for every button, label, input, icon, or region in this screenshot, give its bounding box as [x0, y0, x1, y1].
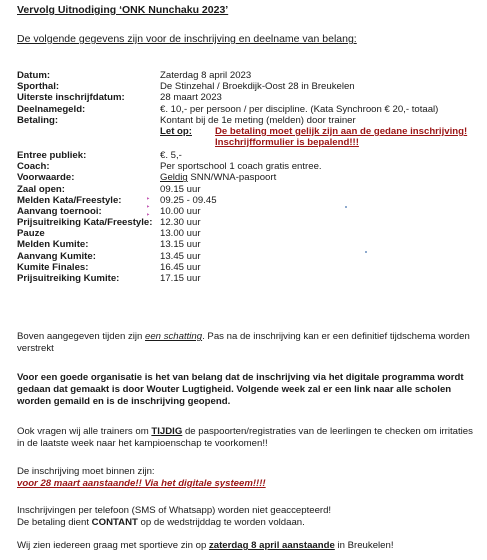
schedule-value: 10.00 uur — [160, 205, 201, 217]
p4-emphasis: voor 28 maart aanstaande!! Via het digitale systeem!!!! — [17, 478, 266, 489]
schedule-label: Entree publiek: — [17, 149, 87, 161]
schedule-row — [17, 161, 482, 172]
payment-note-line2: Inschrijfformulier is bepalend!!! — [215, 136, 359, 148]
detail-row — [17, 70, 482, 81]
schedule-value: 09.15 uur — [160, 183, 201, 195]
paragraph-closing — [17, 540, 479, 552]
detail-row — [17, 115, 482, 126]
schedule-value: 09.25 - 09.45 — [160, 194, 217, 206]
paragraph-deadline — [17, 466, 479, 490]
schedule-value: 16.45 uur — [160, 261, 201, 273]
detail-value: De Stinzehal / Broekdijk-Oost 28 in Breukelen — [160, 81, 355, 93]
detail-value: Zaterdag 8 april 2023 — [160, 70, 252, 81]
detail-row — [17, 92, 482, 103]
detail-value: 28 maart 2023 — [160, 92, 222, 104]
schedule-label: Pauze — [17, 228, 45, 240]
handwritten-marks: ‣ ‣ ‣ — [146, 196, 151, 219]
schedule-value: 13.15 uur — [160, 239, 201, 251]
schedule-label: Kumite Finales: — [17, 261, 89, 273]
p6-emphasis: zaterdag 8 april aanstaande — [208, 540, 335, 551]
letter-title: Vervolg Uitnodiging ‘ONK Nunchaku 2023’ — [17, 4, 229, 16]
schedule-label: Aanvang toernooi: — [17, 205, 102, 217]
p1-emphasis: een schatting — [145, 331, 203, 342]
schedule-row — [17, 184, 482, 195]
payment-note-line1: De betaling moet gelijk zijn aan de gedane inschrijving! — [215, 125, 468, 137]
paragraph-organisation: Voor een goede organisatie is het van belang dat de inschrijving via het digitale programma wordt gedaan dat gemaakt is door Wouter Lugtigheid. Volgende week zal er een link naar alle scholen worden gemaild en is de inschrijving geopend. — [17, 372, 464, 407]
p6-text-a: Wij zien iedereen graag met sportieve zin op — [17, 540, 209, 551]
detail-label: Uiterste inschrijfdatum: — [17, 92, 125, 104]
schedule-value: 13.00 uur — [160, 228, 201, 240]
detail-value: Kontant bij de 1e meting (melden) door trainer — [160, 114, 356, 126]
detail-value: €. 10,- per persoon / per discipline. (Kata Synchroon € 20,- totaal) — [160, 103, 439, 115]
payment-note-text — [215, 126, 467, 148]
paragraph-payment — [17, 505, 479, 529]
p3-text-c: de paspoorten/registraties van de leerlingen te checken om irritaties in de laatste week naar het kampioenschap te voorkomen!! — [17, 426, 473, 449]
schedule-row — [17, 150, 482, 161]
detail-row — [17, 81, 482, 92]
p5-emphasis: CONTANT — [91, 517, 138, 528]
schedule-value: 17.15 uur — [160, 273, 201, 284]
schedule-label: Voorwaarde: — [17, 172, 75, 184]
detail-label: Sporthal: — [17, 81, 60, 93]
schedule-value: 13.45 uur — [160, 250, 201, 262]
payment-note — [17, 126, 482, 150]
p4-text-a: De inschrijving moet binnen zijn: — [17, 466, 155, 477]
schedule-row — [17, 262, 482, 273]
p1-text-a: Boven aangegeven tijden zijn — [17, 331, 146, 342]
passport-text: SNN/WNA-paspoort — [187, 172, 277, 184]
payment-note-label: Let op: — [160, 125, 192, 137]
schedule-label: Prijsuitreiking Kata/Freestyle: — [17, 217, 153, 229]
paragraph-passports — [17, 426, 479, 450]
schedule-value: Per sportschool 1 coach gratis entree. — [160, 161, 322, 173]
schedule-row — [17, 217, 482, 228]
p3-text-a: Ook vragen wij alle trainers om — [17, 426, 152, 437]
p5-text-a: Inschrijvingen per telefoon (SMS of Whatsapp) worden niet geaccepteerd! — [17, 505, 332, 516]
p5-text-d: op de wedstrijddag te worden voldaan. — [137, 517, 305, 528]
detail-label: Deelnamegeld: — [17, 103, 86, 115]
schedule-value — [160, 172, 276, 183]
details-list — [17, 70, 482, 284]
detail-label: Betaling: — [17, 114, 59, 126]
detail-row — [17, 104, 482, 115]
schedule-label: Zaal open: — [17, 183, 65, 195]
schedule-row — [17, 228, 482, 239]
schedule-label: Coach: — [17, 161, 50, 173]
schedule-row — [17, 273, 482, 284]
p5-text-b: De betaling dient — [17, 517, 92, 528]
paragraph-estimate — [17, 331, 479, 355]
detail-label: Datum: — [17, 70, 51, 81]
schedule-label: Aanvang Kumite: — [17, 250, 96, 262]
p1-text-c: . Pas na de inschrijving kan er een definitief tijdschema worden verstrekt — [17, 331, 470, 354]
schedule-row — [17, 239, 482, 250]
schedule-row — [17, 206, 482, 217]
intro-line: De volgende gegevens zijn voor de inschrijving en deelname van belang: — [17, 33, 357, 45]
valid-word: Geldig — [160, 172, 188, 184]
schedule-label: Melden Kata/Freestyle: — [17, 194, 122, 206]
schedule-row — [17, 251, 482, 262]
p3-emphasis: TIJDIG — [151, 426, 183, 437]
scan-speck — [345, 206, 347, 208]
schedule-label: Melden Kumite: — [17, 239, 89, 251]
schedule-value: 12.30 uur — [160, 217, 201, 229]
schedule-label: Prijsuitreiking Kumite: — [17, 273, 120, 284]
scan-speck — [365, 251, 367, 253]
schedule-row — [17, 195, 482, 206]
p6-text-c: in Breukelen! — [334, 540, 394, 551]
schedule-row — [17, 172, 482, 183]
schedule-value: €. 5,- — [160, 149, 182, 161]
